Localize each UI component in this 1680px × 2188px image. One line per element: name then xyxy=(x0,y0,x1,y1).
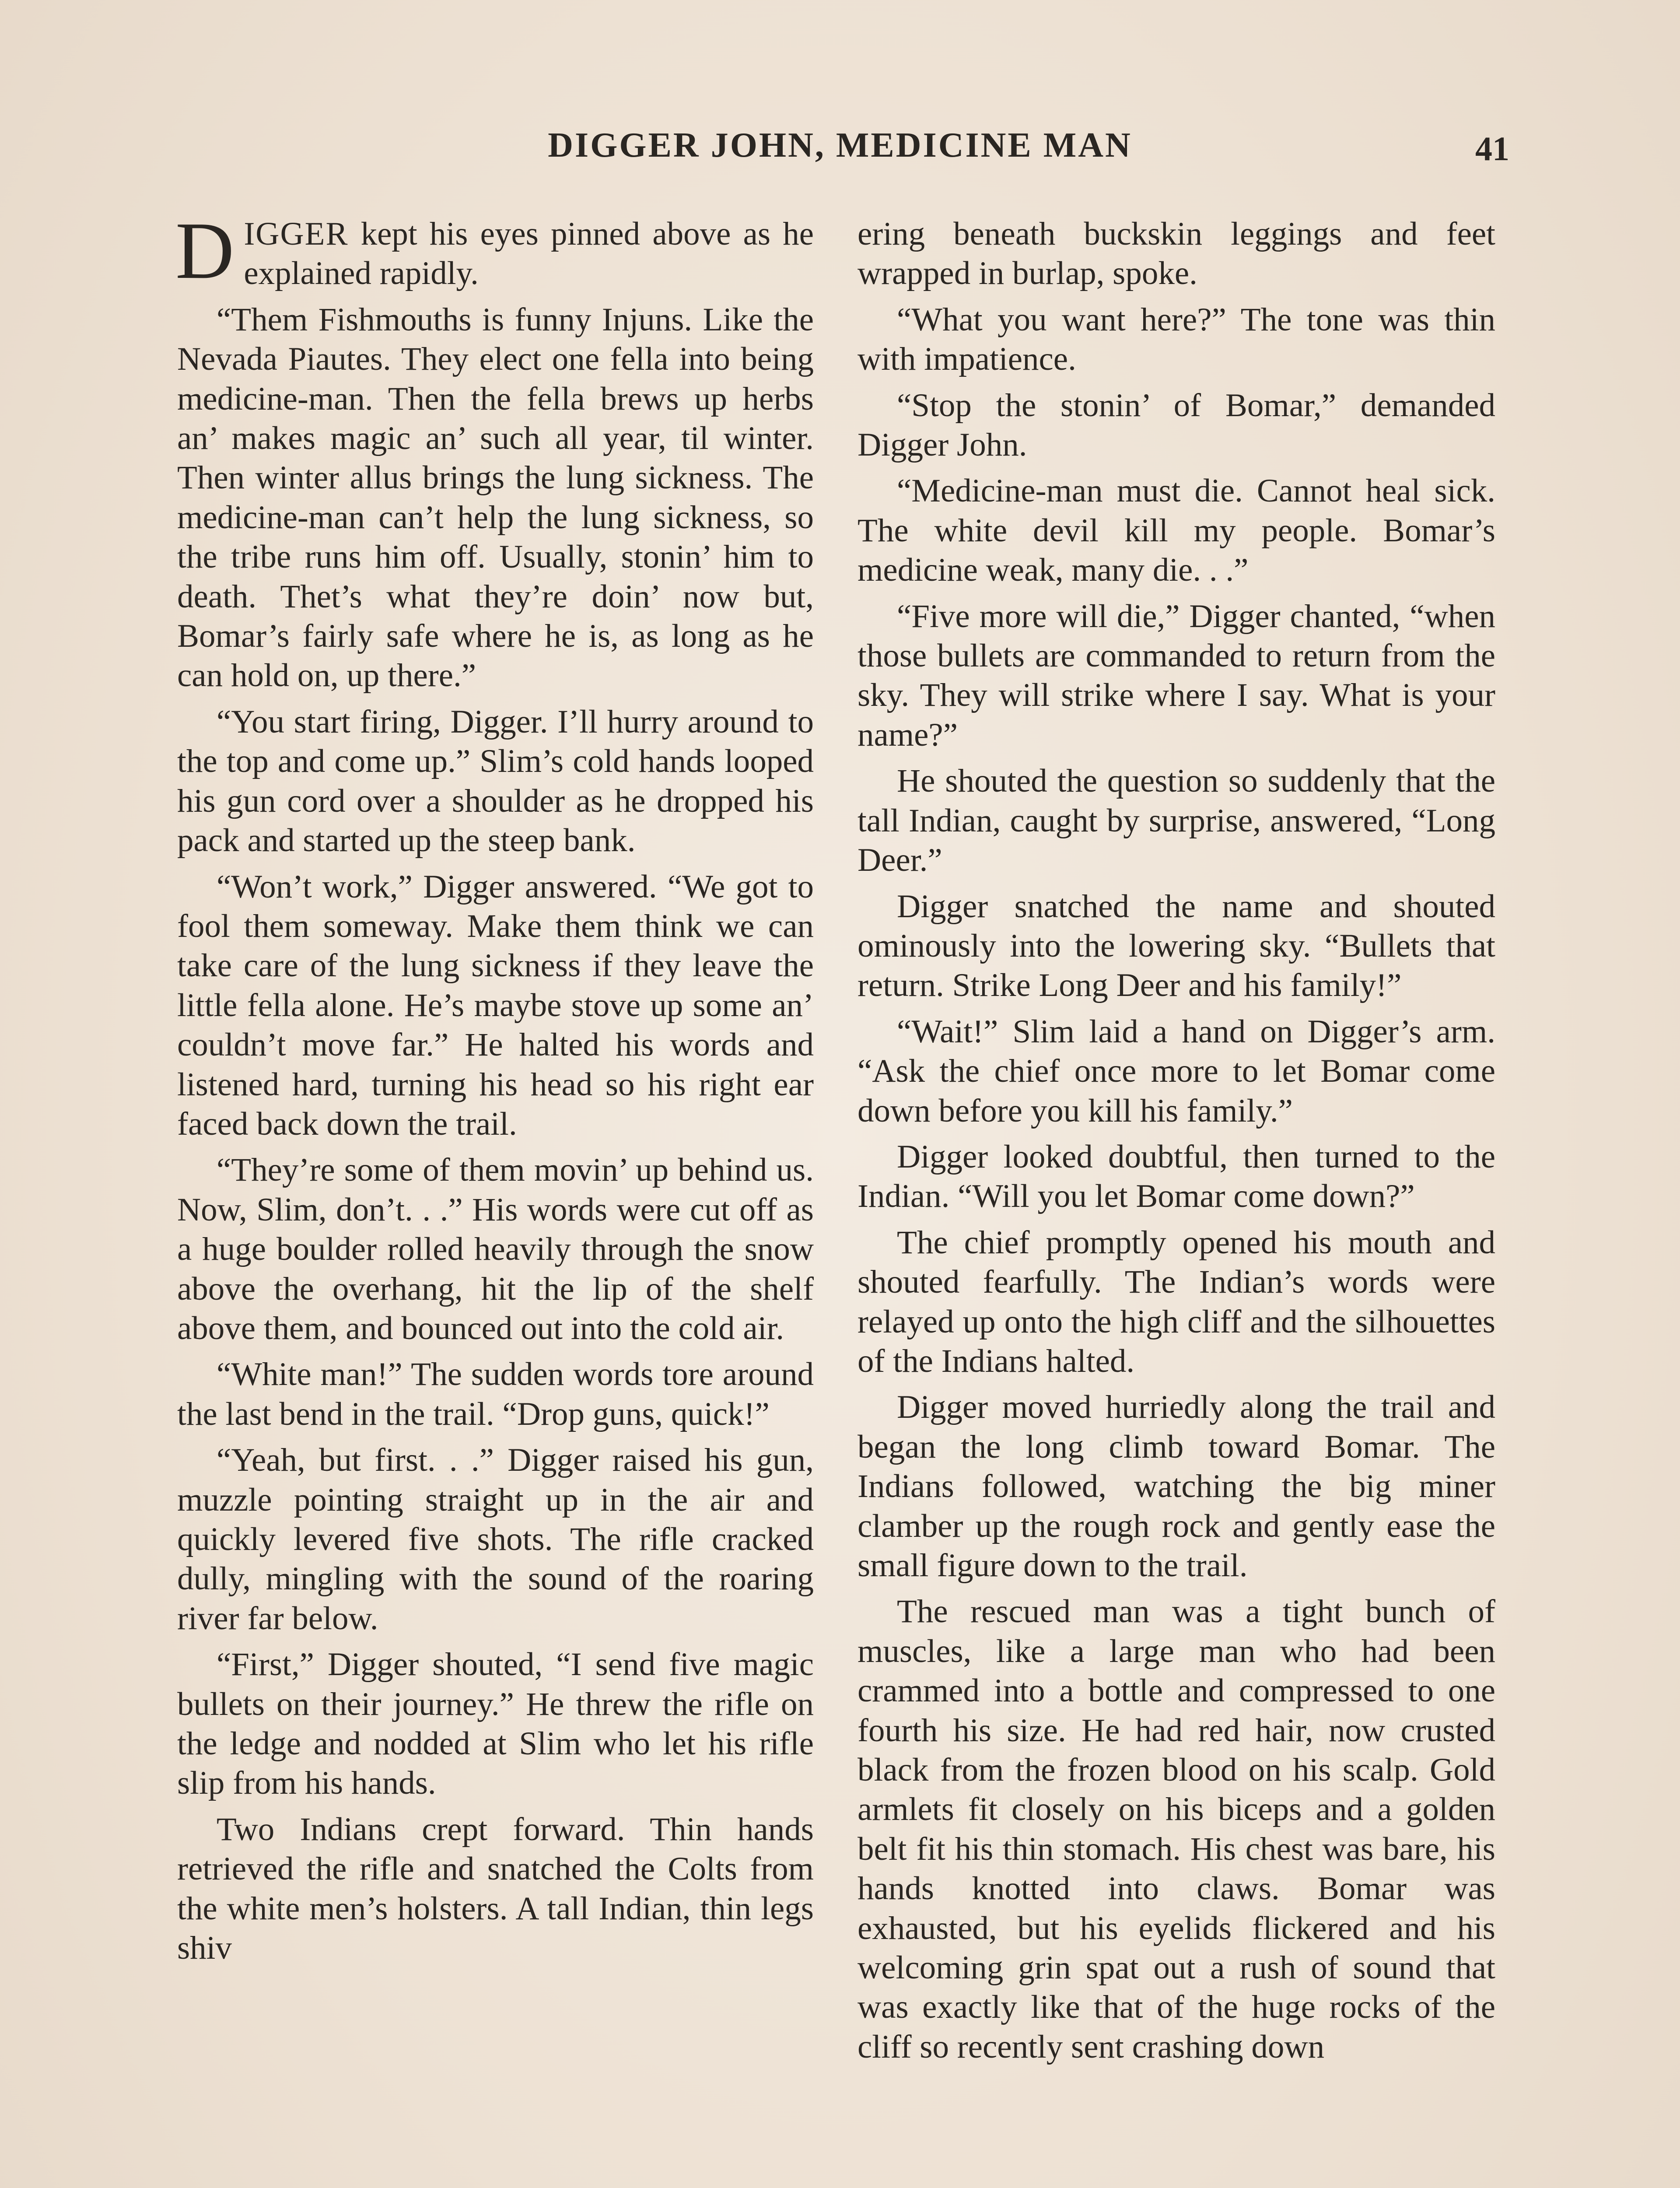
paragraph-text: kept his eyes pinned above as he explained rapidly. xyxy=(244,216,814,292)
opening-word: IGGER xyxy=(244,216,349,252)
paragraph: “What you want here?” The tone was thin with impatience. xyxy=(858,301,1495,378)
text-column-left xyxy=(175,206,814,1974)
paragraph: Digger snatched the name and shouted ominously into the lowering sky. “Bullets that return. Strike Long Deer and his family!” xyxy=(858,888,1495,1004)
paragraph: He shouted the question so suddenly that the tall Indian, caught by surprise, answered, “Long Deer.” xyxy=(858,763,1495,879)
paragraph: “Stop the stonin’ of Bomar,” demanded Digger John. xyxy=(858,387,1495,463)
paragraph: Digger moved hurriedly along the trail and began the long climb toward Bomar. The Indians followed, watching the big miner clamber up the rough rock and gently ease the small figure down to the trail. xyxy=(858,1389,1495,1584)
paragraph: Digger looked doubtful, then turned to the Indian. “Will you let Bomar come down?” xyxy=(858,1138,1495,1215)
paragraph: “You start firing, Digger. I’ll hurry around to the top and come up.” Slim’s cold hands looped his gun cord over a shoulder as he dropped his pack and started up the steep bank. xyxy=(177,703,814,859)
paragraph: “Them Fishmouths is funny Injuns. Like the Nevada Piautes. They elect one fella into being medicine-man. Then the fella brews up herbs an’ makes magic an’ such all year, til winter. Then winter allus brings the lung sickness. The medicine-man can’t help the lung sickness, so the tribe runs him off. Usually, stonin’ him to death. Thet’s what they’re doin’ now but, Bomar’s fairly safe where he is, as long as he can hold on, up there.” xyxy=(177,301,814,694)
paragraph: “First,” Digger shouted, “I send five magic bullets on their journey.” He threw the rifle on the ledge and nodded at Slim who let his rifle slip from his hands. xyxy=(177,1646,814,1802)
page-number: 41 xyxy=(1475,130,1509,168)
paragraph: “White man!” The sudden words tore around the last bend in the trail. “Drop guns, quick!” xyxy=(177,1356,814,1432)
opening-paragraph xyxy=(175,206,814,296)
paragraph: Two Indians crept forward. Thin hands retrieved the rifle and snatched the Colts from the white men’s holsters. A tall Indian, thin legs shiv xyxy=(177,1811,814,1967)
paragraph: “Medicine-man must die. Cannot heal sick. The white devil kill my people. Bomar’s medicine weak, many die. . .” xyxy=(858,473,1495,589)
paragraph: The chief promptly opened his mouth and shouted fearfully. The Indian’s words were relayed up onto the high cliff and the silhouettes of the Indians halted. xyxy=(858,1224,1495,1379)
running-header-title: DIGGER JOHN, MEDICINE MAN xyxy=(548,126,1132,165)
paragraph: “They’re some of them movin’ up behind us. Now, Slim, don’t. . .” His words were cut off as a huge boulder rolled heavily through the snow above the overhang, hit the lip of the shelf above them, and bounced out into the cold air. xyxy=(177,1152,814,1346)
paragraph: The rescued man was a tight bunch of muscles, like a large man who had been crammed into a bottle and compressed to one fourth his size. He had red hair, now crusted black from the frozen blood on his scalp. Gold armlets fit closely on his biceps and a golden belt fit his thin stomach. His chest was bare, his hands knotted into claws. Bomar was exhausted, but his eyelids flickered and his welcoming grin spat out a rush of sound that was exactly like that of the huge rocks of the cliff so recently sent crashing down xyxy=(858,1593,1495,2065)
paragraph: “Five more will die,” Digger chanted, “when those bullets are commanded to return from the sky. They will strike where I say. What is your name?” xyxy=(858,598,1495,753)
paragraph: “Wait!” Slim laid a hand on Digger’s arm. “Ask the chief once more to let Bomar come down before you kill his family.” xyxy=(858,1013,1495,1129)
paragraph: “Yeah, but first. . .” Digger raised his gun, muzzle pointing straight up in the air and quickly levered five shots. The rifle cracked dully, mingling with the sound of the roaring river far below. xyxy=(177,1442,814,1637)
drop-cap: D xyxy=(175,206,234,296)
continued-paragraph: ering beneath buckskin leggings and feet wrapped in burlap, spoke. xyxy=(858,216,1495,292)
paragraph: “Won’t work,” Digger answered. “We got to fool them someway. Make them think we can take care of the lung sickness if they leave the little fella alone. He’s maybe stove up some an’ couldn’t move far.” He halted his words and listened hard, turning his head so his right ear faced back down the trail. xyxy=(177,868,814,1142)
text-column-right xyxy=(858,214,1495,2073)
